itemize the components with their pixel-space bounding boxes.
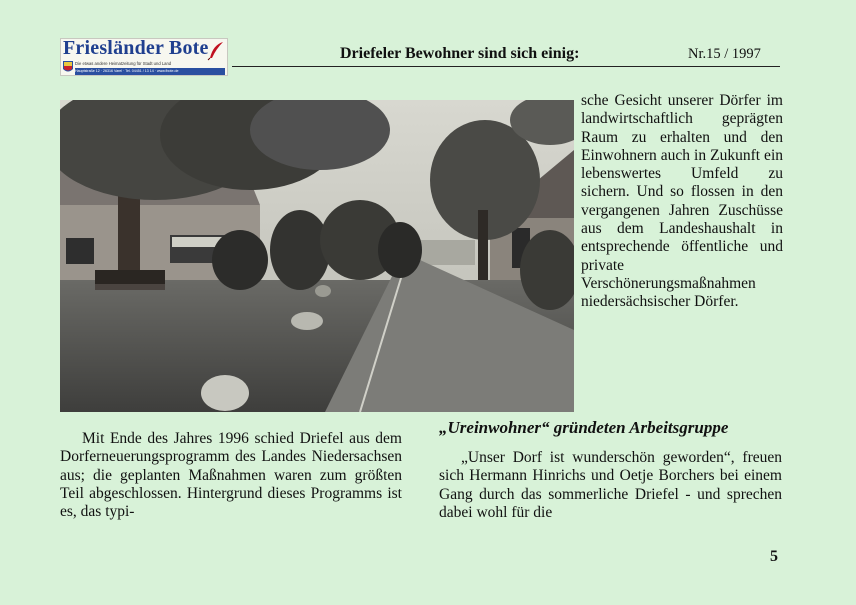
page-headline: Driefeler Bewohner sind sich einig: bbox=[340, 45, 580, 62]
paragraph: sche Gesicht unserer Dörfer im landwirtschaftlich geprägten Raum zu erhalten und den Einwohnern auch in Zukunft ein lebenswertes Umfeld zu sichern. Und so flossen in den vergangenen Jahren Zuschüsse aus dem Landeshaushalt in entsprechende öffentliche und private Verschönerungsmaßnahmen niedersächsischer Dörfer. bbox=[581, 92, 783, 311]
paragraph: Mit Ende des Jahres 1996 schied Driefel aus dem Dorferneuerungsprogramm des Landes Niedersachsen aus; die geplanten Maßnahmen waren zum größten Teil abgeschlossen. Hintergrund dieses Programms ist es, das typi- bbox=[60, 430, 402, 521]
header-rule bbox=[232, 66, 780, 67]
masthead-tagline: Die etwas andere Heimatzeitung für Stadt und Land bbox=[75, 61, 172, 66]
quill-icon bbox=[207, 41, 225, 61]
masthead-title: Friesländer Bote bbox=[63, 37, 209, 59]
paragraph: „Unser Dorf ist wunderschön geworden“, freuen sich Hermann Hinrichs und Oetje Borchers bei einem Gang durch das sommerliche Driefel - und sprechen dabei wohl für die bbox=[439, 449, 782, 521]
article-column-right-bottom bbox=[439, 449, 782, 522]
masthead-logo bbox=[60, 38, 228, 76]
village-street-photo bbox=[60, 100, 574, 412]
masthead-contact-strip: Hauptstraße 12 · 26316 Varel · Tel. 04451 / 13 14 · www.fbote.de bbox=[75, 68, 225, 75]
article-subheading: „Ureinwohner“ gründeten Arbeitsgruppe bbox=[439, 418, 729, 437]
article-column-left bbox=[60, 430, 402, 521]
article-column-right-top bbox=[581, 92, 783, 312]
issue-number: Nr.15 / 1997 bbox=[688, 46, 761, 62]
crest-icon bbox=[63, 61, 73, 74]
page-number: 5 bbox=[770, 548, 778, 565]
